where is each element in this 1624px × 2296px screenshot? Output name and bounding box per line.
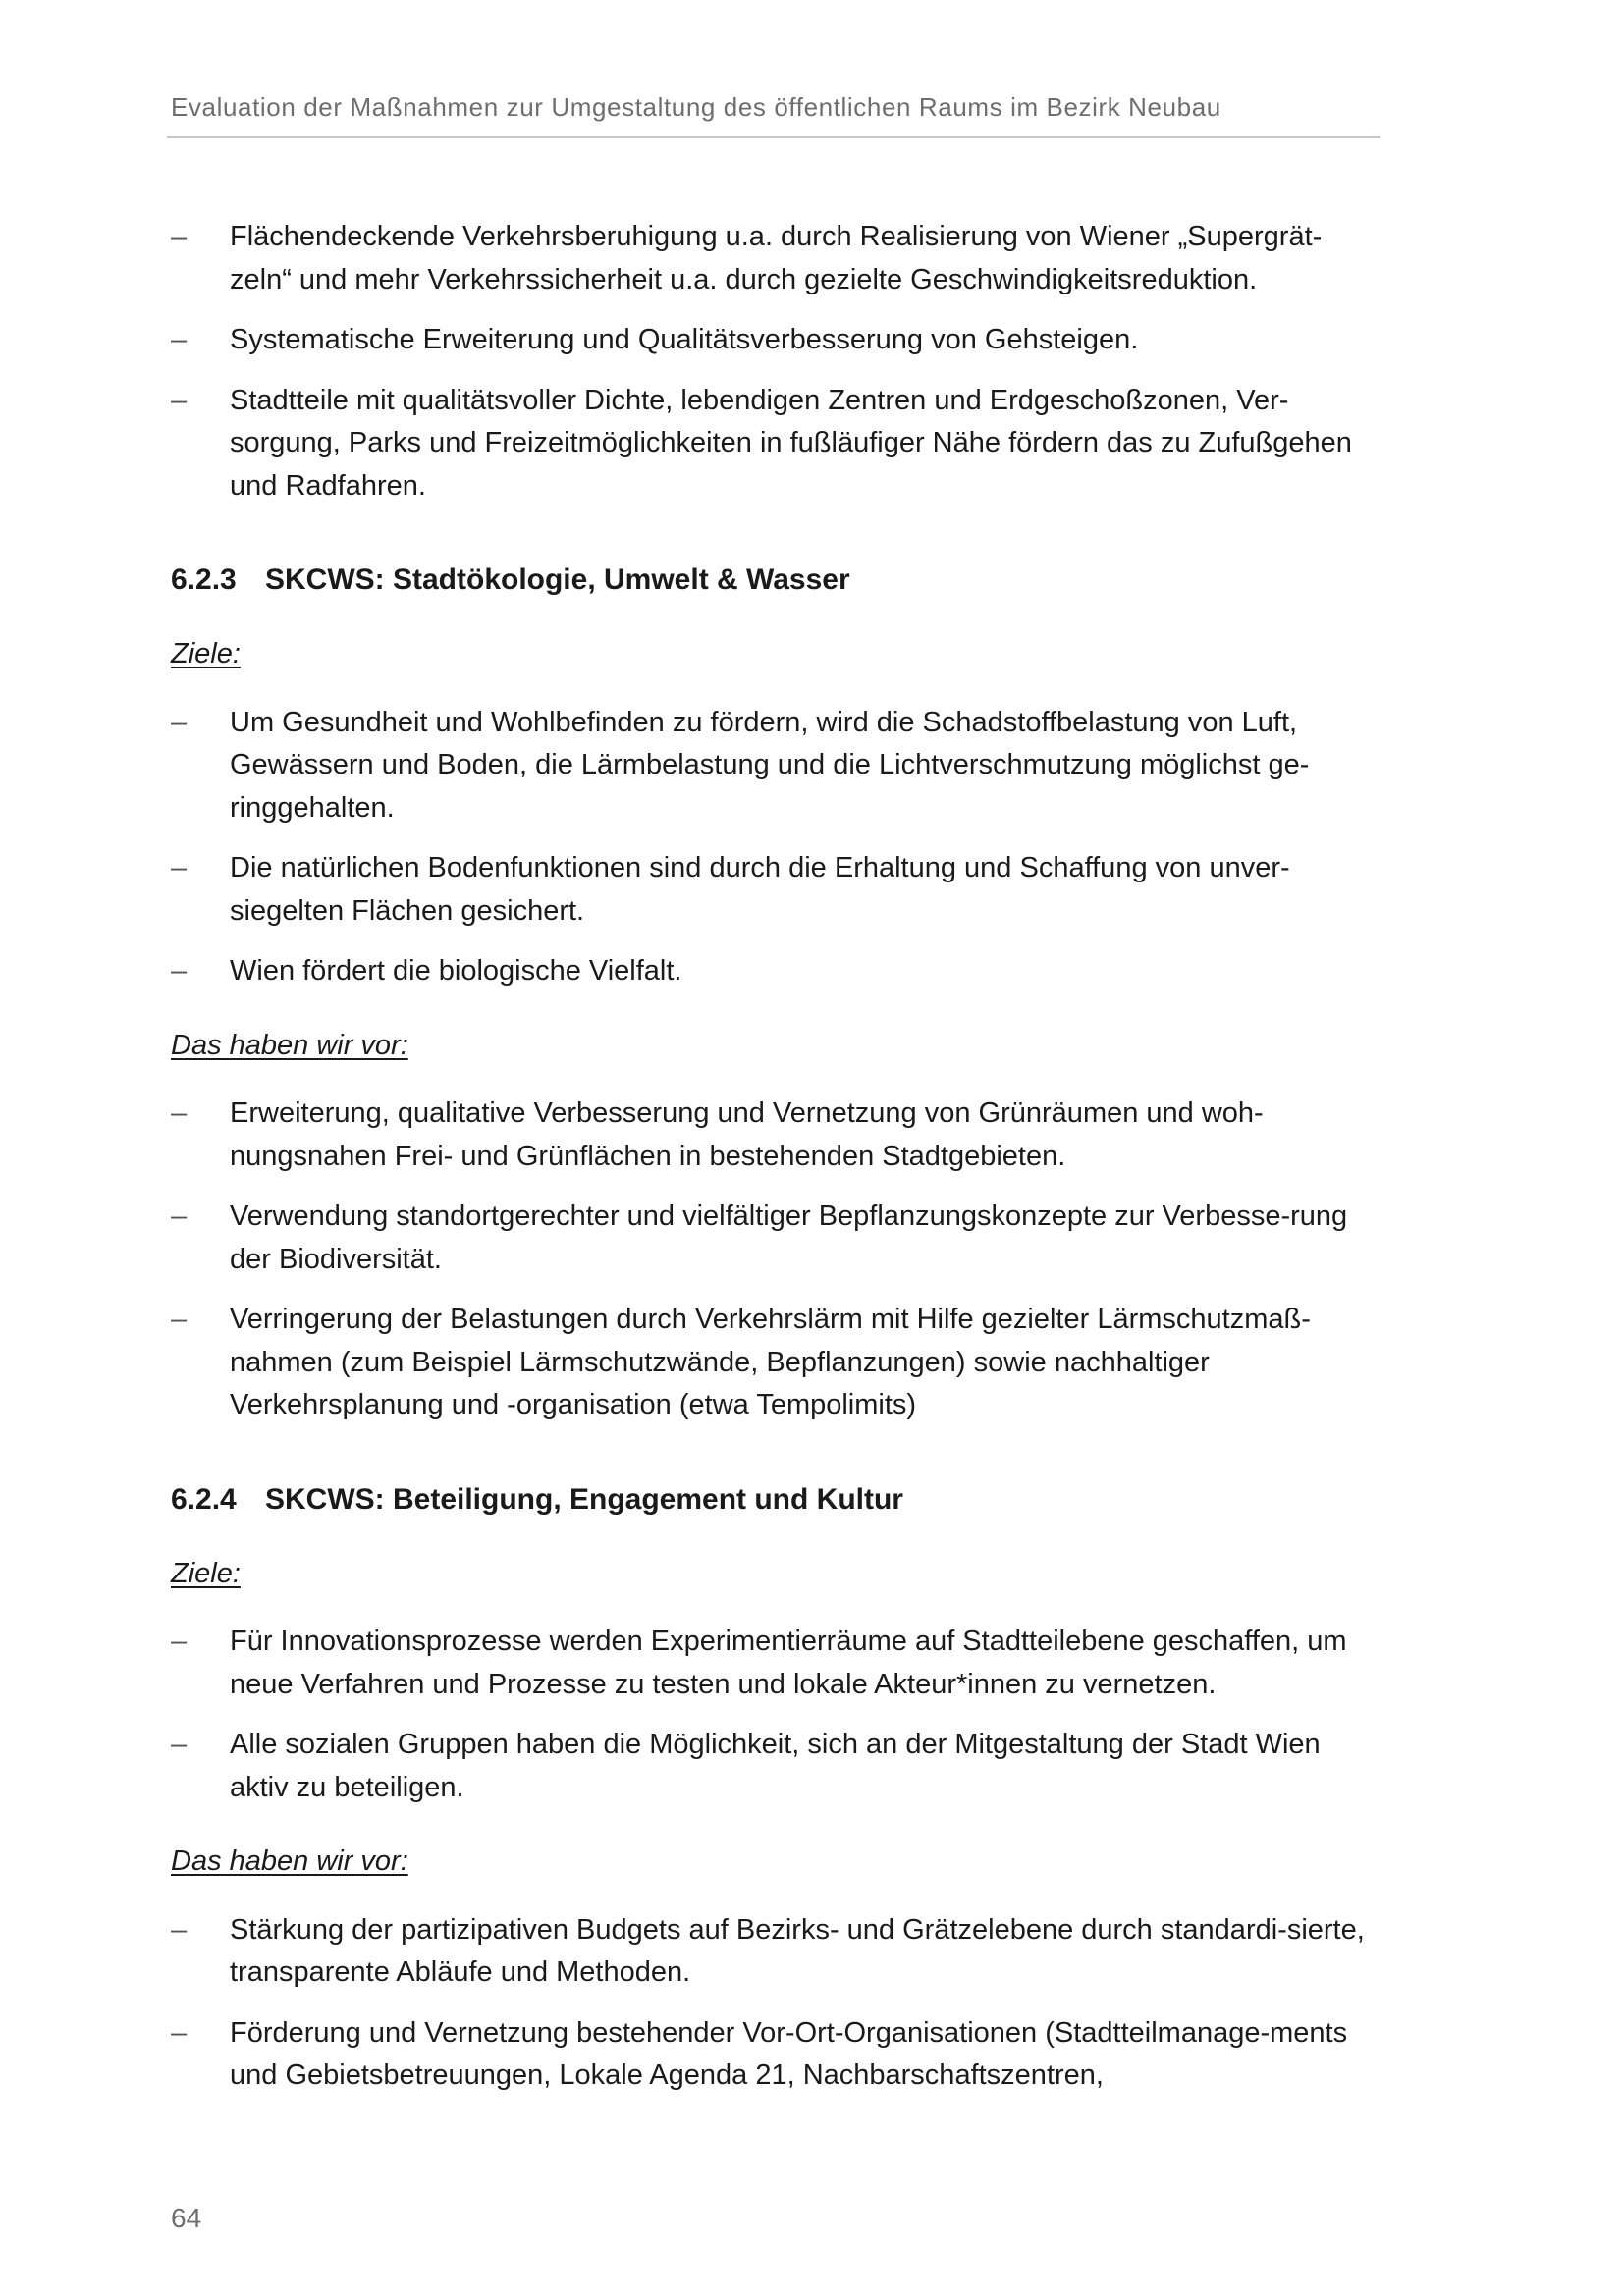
plans-subheading: Das haben wir vor: <box>171 1845 408 1877</box>
dash-bullet: – <box>171 1913 188 1946</box>
list-item-text: Alle sozialen Gruppen haben die Möglichkeit, sich an der Mitgestaltung der Stadt Wien aktiv zu beteiligen. <box>230 1729 1321 1803</box>
dash-bullet: – <box>171 1097 188 1129</box>
section-heading-6-2-3 <box>171 559 1379 602</box>
page-number: 64 <box>171 2203 202 2233</box>
plans-list <box>171 1909 1379 2098</box>
list-item-text: Um Gesundheit und Wohlbefinden zu fördern, wird die Schadstoffbelastung von Luft, Gewässern und Boden, die Lärmbelastung und die Lichtverschmutzung möglichst ge-ringgehalten. <box>230 706 1310 824</box>
list-item <box>171 2012 1379 2098</box>
list-item <box>171 950 1379 993</box>
list-item <box>171 216 1379 301</box>
section-number: 6.2.3 <box>171 563 237 596</box>
section-title: SKCWS: Stadtökologie, Umwelt & Wasser <box>265 563 850 596</box>
section-title: SKCWS: Beteiligung, Engagement und Kultur <box>265 1482 903 1516</box>
list-item-text: Stärkung der partizipativen Budgets auf Bezirks- und Grätzelebene durch standardi-sierte, transparente Abläufe und Methoden. <box>230 1913 1365 1988</box>
intro-list <box>171 216 1379 507</box>
list-item <box>171 1093 1379 1178</box>
dash-bullet: – <box>171 2016 188 2049</box>
header-divider <box>167 136 1380 138</box>
dash-bullet: – <box>171 384 188 416</box>
dash-bullet: – <box>171 955 188 987</box>
dash-bullet: – <box>171 1626 188 1657</box>
dash-bullet: – <box>171 1729 188 1760</box>
section-number: 6.2.4 <box>171 1482 237 1516</box>
list-item-text: Wien fördert die biologische Vielfalt. <box>230 955 682 987</box>
dash-bullet: – <box>171 852 188 883</box>
list-item-text: Die natürlichen Bodenfunktionen sind durch die Erhaltung und Schaffung von unver-siegelten Flächen gesichert. <box>230 852 1290 927</box>
list-item-text: Für Innovationsprozesse werden Experimentierräume auf Stadtteilebene geschaffen, um neue Verfahren und Prozesse zu testen und lokale Akteur*innen zu vernetzen. <box>230 1626 1347 1700</box>
list-item <box>171 380 1379 508</box>
list-item-text: Verwendung standortgerechter und vielfältiger Bepflanzungskonzepte zur Verbesse-rung der Biodiversität. <box>230 1201 1348 1275</box>
list-item-text: Förderung und Vernetzung bestehender Vor-Ort-Organisationen (Stadtteilmanage-ments und Gebietsbetreuungen, Lokale Agenda 21, Nachbarschaftszentren, <box>230 2016 1348 2091</box>
goals-list <box>171 702 1379 993</box>
dash-bullet: – <box>171 706 188 738</box>
page-body <box>171 216 1379 2115</box>
list-item <box>171 847 1379 933</box>
goals-subheading: Ziele: <box>171 638 241 669</box>
list-item-text: Stadtteile mit qualitätsvoller Dichte, lebendigen Zentren und Erdgeschoßzonen, Ver-sorgung, Parks und Freizeitmöglichkeiten in fußläufiger Nähe fördern das zu Zufußgehen und Radfahren. <box>230 384 1352 502</box>
goals-subheading: Ziele: <box>171 1557 241 1589</box>
dash-bullet: – <box>171 1201 188 1232</box>
list-item <box>171 1299 1379 1427</box>
list-item <box>171 1196 1379 1281</box>
dash-bullet: – <box>171 221 188 252</box>
list-item-text: Systematische Erweiterung und Qualitätsverbesserung von Gehsteigen. <box>230 324 1139 355</box>
list-item <box>171 319 1379 362</box>
dash-bullet: – <box>171 324 188 355</box>
running-head: Evaluation der Maßnahmen zur Umgestaltung des öffentlichen Raums im Bezirk Neubau <box>171 92 1221 122</box>
plans-subheading: Das haben wir vor: <box>171 1029 408 1061</box>
list-item <box>171 1724 1379 1809</box>
list-item <box>171 702 1379 830</box>
list-item-text: Erweiterung, qualitative Verbesserung und Vernetzung von Grünräumen und woh-nungsnahen Frei- und Grünflächen in bestehenden Stadtgebieten. <box>230 1097 1264 1172</box>
dash-bullet: – <box>171 1304 188 1335</box>
list-item <box>171 1621 1379 1706</box>
list-item-text: Verringerung der Belastungen durch Verkehrslärm mit Hilfe gezielter Lärmschutzmaß-nahmen (zum Beispiel Lärmschutzwände, Bepflanzungen) sowie nachhaltiger Verkehrsplanung und -organisation (etwa Tempolimits) <box>230 1304 1311 1420</box>
list-item <box>171 1909 1379 1995</box>
section-heading-6-2-4 <box>171 1478 1379 1522</box>
goals-list <box>171 1621 1379 1809</box>
list-item-text: Flächendeckende Verkehrsberuhigung u.a. durch Realisierung von Wiener „Supergrät-zeln“ und mehr Verkehrssicherheit u.a. durch gezielte Geschwindigkeitsreduktion. <box>230 221 1323 295</box>
plans-list <box>171 1093 1379 1427</box>
